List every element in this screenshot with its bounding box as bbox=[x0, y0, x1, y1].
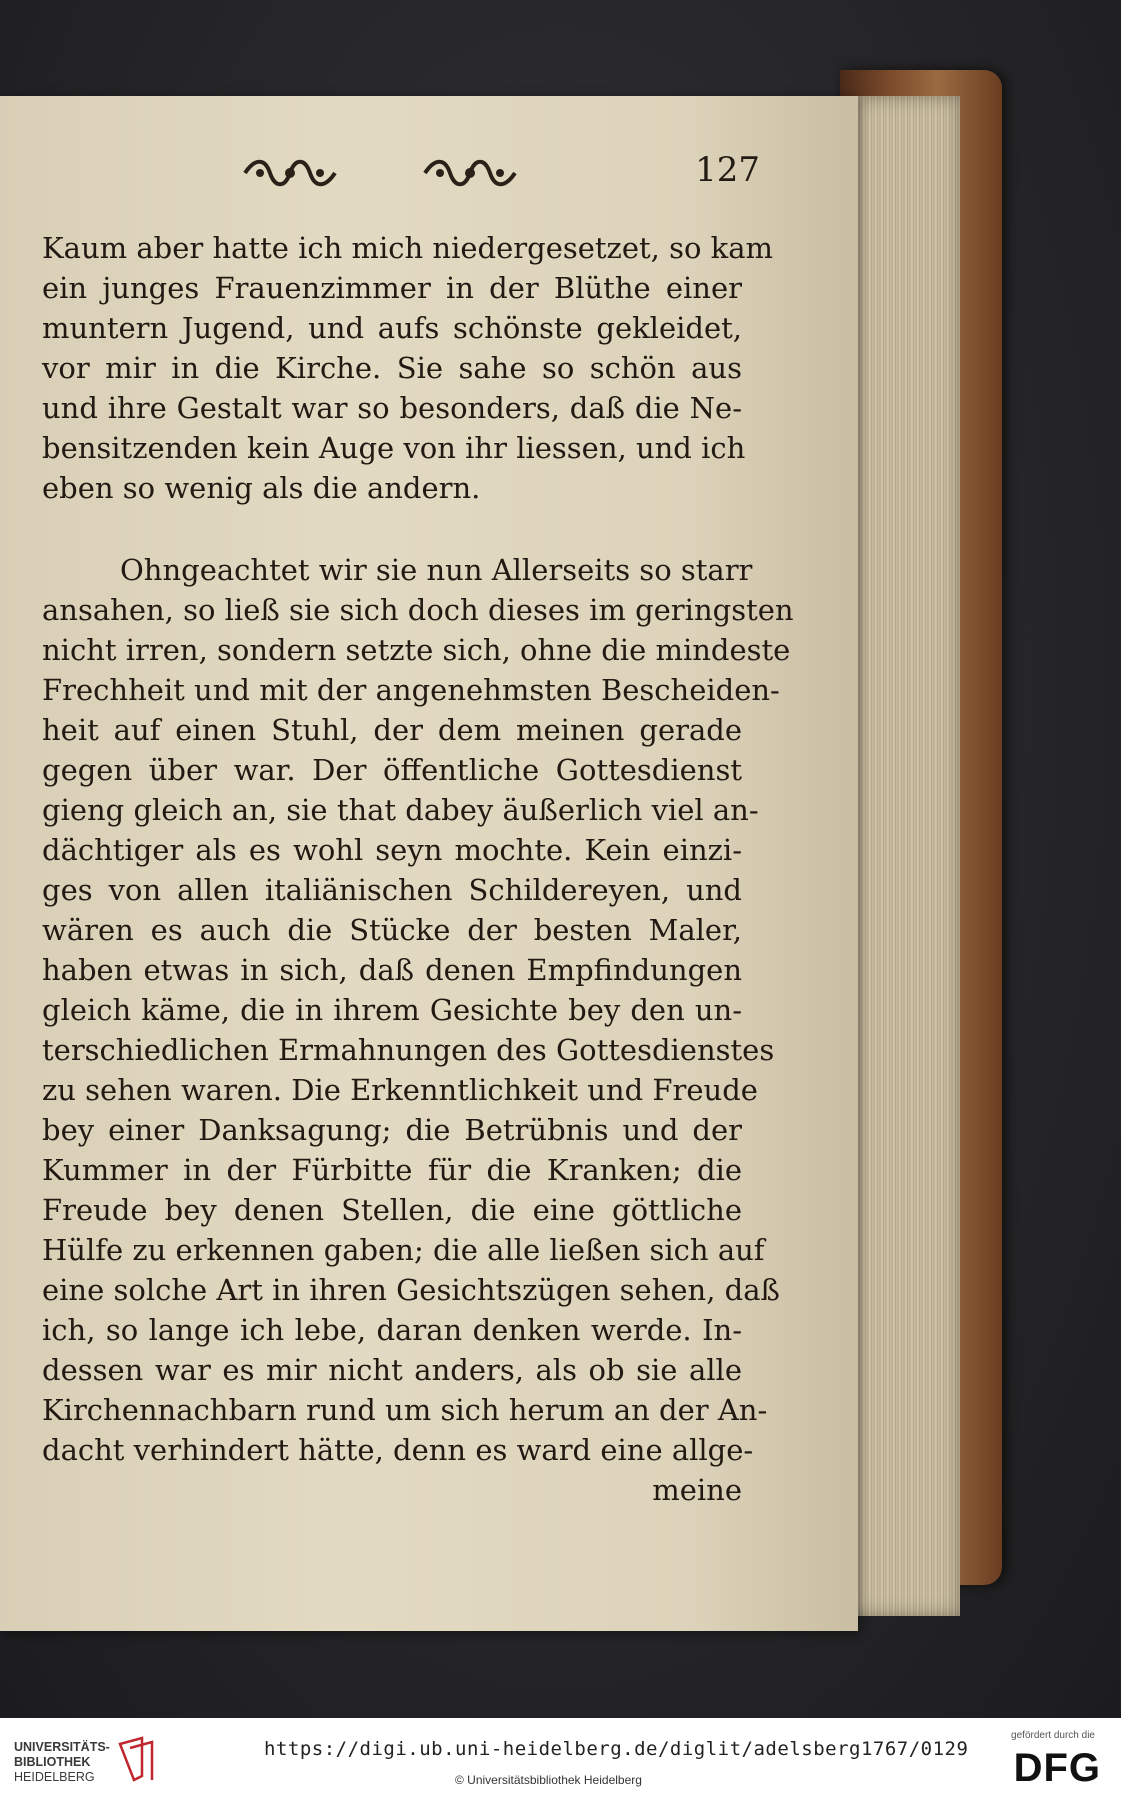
ornament-left-icon bbox=[240, 156, 340, 190]
text-line: eben so wenig als die andern. bbox=[42, 471, 481, 505]
text-line: vor mir in die Kirche. Sie sahe so schön aus bbox=[42, 351, 742, 385]
footer-bar bbox=[0, 1718, 1121, 1799]
text-line: gegen über war. Der öffentliche Gottesdienst bbox=[42, 753, 742, 787]
library-name-line-1: UNIVERSITÄTS- bbox=[14, 1740, 110, 1754]
page-edges bbox=[848, 96, 960, 1616]
text-line: eine solche Art in ihren Gesichtszügen sehen, daß bbox=[42, 1273, 780, 1307]
text-line: Kaum aber hatte ich mich niedergesetzet, so kam bbox=[42, 231, 774, 265]
paragraph-1 bbox=[42, 228, 774, 508]
text-line: terschiedlichen Ermahnungen des Gottesdienstes bbox=[42, 1033, 775, 1067]
page-body bbox=[42, 228, 794, 1510]
library-name-line-3: HEIDELBERG bbox=[14, 1770, 95, 1784]
page-header bbox=[240, 150, 760, 210]
text-line: ansahen, so ließ sie sich doch dieses im geringsten bbox=[42, 593, 794, 627]
text-line: zu sehen waren. Die Erkenntlichkeit und Freude bbox=[42, 1073, 758, 1107]
text-line: gleich käme, die in ihrem Gesichte bey den un- bbox=[42, 993, 742, 1027]
text-line: nicht irren, sondern setzte sich, ohne die mindeste bbox=[42, 633, 791, 667]
catchword: meine bbox=[652, 1473, 742, 1507]
library-name-line-2: BIBLIOTHEK bbox=[14, 1755, 91, 1769]
text-line: bensitzenden kein Auge von ihr liessen, und ich bbox=[42, 431, 746, 465]
text-line: wären es auch die Stücke der besten Maler, bbox=[42, 913, 742, 947]
funding-note: gefördert durch die bbox=[1011, 1730, 1095, 1741]
copyright-notice: © Universitätsbibliothek Heidelberg bbox=[455, 1773, 642, 1787]
text-line: Kirchennachbarn rund um sich herum an der An- bbox=[42, 1393, 768, 1427]
ornament-right-icon bbox=[420, 156, 520, 190]
text-line: gieng gleich an, sie that dabey äußerlich viel an- bbox=[42, 793, 759, 827]
text-line: haben etwas in sich, daß denen Empfindungen bbox=[42, 953, 742, 987]
text-line: dächtiger als es wohl seyn mochte. Kein einzi- bbox=[42, 833, 742, 867]
text-line: ich, so lange ich lebe, daran denken werde. In- bbox=[42, 1313, 742, 1347]
text-line: Frechheit und mit der angenehmsten Bescheiden- bbox=[42, 673, 780, 707]
library-logo[interactable] bbox=[14, 1740, 110, 1785]
text-line: bey einer Danksagung; die Betrübnis und der bbox=[42, 1113, 742, 1147]
text-line: Ohngeachtet wir sie nun Allerseits so starr bbox=[120, 553, 753, 587]
dfg-logo[interactable]: DFG bbox=[1013, 1746, 1101, 1790]
permalink-url[interactable]: https://digi.ub.uni-heidelberg.de/diglit/adelsberg1767/0129 bbox=[264, 1738, 969, 1760]
library-mark-icon bbox=[116, 1736, 156, 1782]
text-line: dessen war es mir nicht anders, als ob sie alle bbox=[42, 1353, 742, 1387]
text-line: Freude bey denen Stellen, die eine göttliche bbox=[42, 1193, 742, 1227]
text-line: ges von allen italiänischen Schildereyen, und bbox=[42, 873, 742, 907]
paragraph-2 bbox=[42, 550, 794, 1510]
text-line: Hülfe zu erkennen gaben; die alle ließen sich auf bbox=[42, 1233, 765, 1267]
text-line: heit auf einen Stuhl, der dem meinen gerade bbox=[42, 713, 742, 747]
text-line: ein junges Frauenzimmer in der Blüthe einer bbox=[42, 271, 742, 305]
page-number: 127 bbox=[695, 150, 760, 190]
text-line: Kummer in der Fürbitte für die Kranken; die bbox=[42, 1153, 742, 1187]
text-line: muntern Jugend, und aufs schönste gekleidet, bbox=[42, 311, 742, 345]
text-line: dacht verhindert hätte, denn es ward eine allge- bbox=[42, 1433, 754, 1467]
text-line: und ihre Gestalt war so besonders, daß die Ne- bbox=[42, 391, 742, 425]
